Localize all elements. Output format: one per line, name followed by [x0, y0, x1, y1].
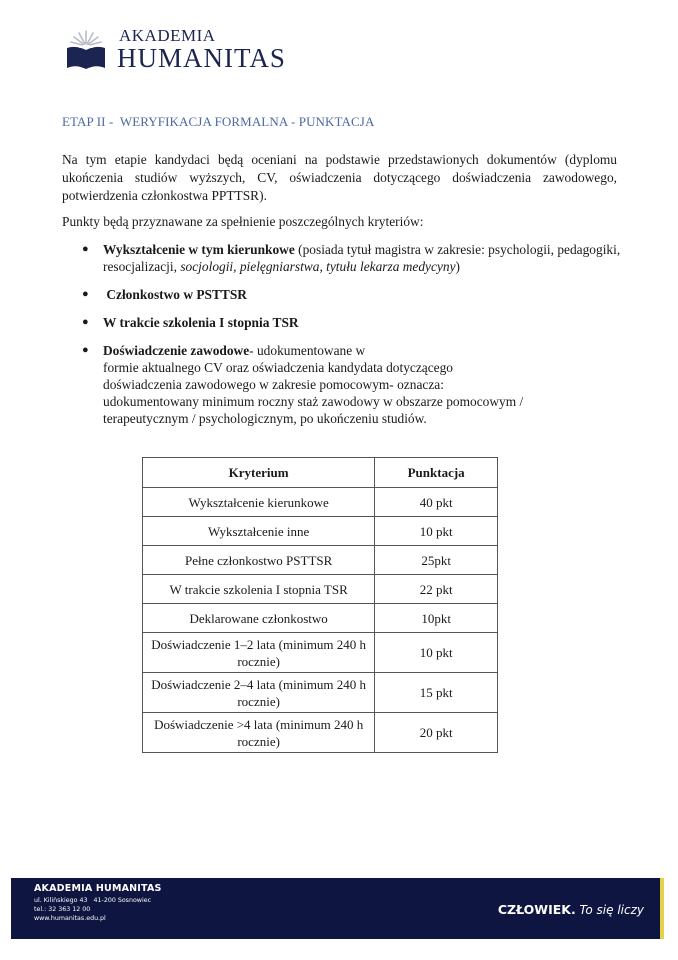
criterion-cell: Deklarowane członkostwo	[143, 604, 375, 633]
footer-bar	[11, 878, 660, 939]
criterion-cell: Doświadczenie 1–2 lata (minimum 240 h rocznie)	[143, 633, 375, 673]
bullet-icon: ●	[82, 344, 89, 356]
criterion-cell: Wykształcenie inne	[143, 517, 375, 546]
points-cell: 10 pkt	[375, 517, 498, 546]
logo-wordmark	[117, 27, 286, 72]
criteria-item-education	[62, 241, 622, 275]
criteria-bold: Doświadczenie zawodowe	[103, 343, 250, 358]
open-book-sunrise-icon	[65, 28, 107, 72]
table-row	[143, 488, 498, 517]
footer-slogan	[498, 902, 644, 917]
footer-address: ul. Kilińskiego 43 41-200 Sosnowiec	[34, 896, 152, 904]
table-header-row	[143, 458, 498, 488]
criteria-intro: Punkty będą przyznawane za spełnienie poszczególnych kryteriów:	[62, 214, 424, 229]
logo-line-2: HUMANITAS	[117, 43, 286, 73]
points-cell: 10pkt	[375, 604, 498, 633]
criteria-bold: Członkostwo w PSTTSR	[103, 287, 247, 302]
table-row	[143, 673, 498, 713]
points-cell: 25pkt	[375, 546, 498, 575]
criteria-bold: W trakcie szkolenia I stopnia TSR	[103, 315, 299, 330]
criterion-cell: Doświadczenie 2–4 lata (minimum 240 h rocznie)	[143, 673, 375, 713]
slogan-tag: To się liczy	[575, 903, 644, 917]
footer-phone: tel.: 32 363 12 00	[34, 905, 91, 913]
section-title: ETAP II - WERYFIKACJA FORMALNA - PUNKTACJA	[62, 114, 375, 129]
bullet-icon: ●	[82, 243, 89, 255]
criterion-cell: Pełne członkostwo PSTTSR	[143, 546, 375, 575]
footer-website[interactable]: www.humanitas.edu.pl	[34, 915, 106, 923]
header-criterion: Kryterium	[143, 458, 375, 488]
criterion-cell: Doświadczenie >4 lata (minimum 240 h rocznie)	[143, 713, 375, 753]
bullet-icon: ●	[82, 316, 89, 328]
criteria-item-training	[62, 314, 622, 331]
criteria-text-rest: formie aktualnego CV oraz oświadczenia kandydata dotyczącego doświadczenia zawodowego w zakresie pomocowym- oznacza: udokumentowany minimum roczny staż zawodowy w obszarze pomocowym / terapeutycznym / psychologicznym, po ukończeniu studiów.	[103, 360, 524, 426]
criteria-list	[62, 241, 622, 438]
table-row	[143, 575, 498, 604]
table-row	[143, 604, 498, 633]
header-points: Punktacja	[375, 458, 498, 488]
points-cell: 10 pkt	[375, 633, 498, 673]
footer-accent-stripe	[660, 878, 664, 939]
logo-line-1: AKADEMIA	[119, 26, 216, 45]
criteria-item-experience	[62, 342, 622, 427]
bullet-icon: ●	[82, 288, 89, 300]
scoring-table	[142, 457, 498, 753]
table-row	[143, 633, 498, 673]
table-row	[143, 546, 498, 575]
footer-contact	[34, 884, 162, 925]
criteria-item-membership	[62, 286, 622, 303]
criteria-text: (posiada tytuł magistra w zakresie: psychologii, pedagogiki, resocjalizacji,	[103, 242, 621, 274]
footer-org-name: AKADEMIA HUMANITAS	[34, 883, 162, 894]
intro-paragraph: Na tym etapie kandydaci będą oceniani na podstawie przedstawionych dokumentów (dyplomu ukończenia studiów wyższych, CV, oświadczenia dotyczącego doświadczenia zawodowego, potwierdzenia członkostwa PPTTSR).	[62, 152, 617, 203]
criteria-text: - udokumentowane w	[249, 343, 366, 358]
points-cell: 22 pkt	[375, 575, 498, 604]
table-row	[143, 713, 498, 753]
points-cell: 40 pkt	[375, 488, 498, 517]
criteria-italic: socjologii, pielęgniarstwa, tytułu lekarza medycyny	[180, 259, 456, 274]
table-row	[143, 517, 498, 546]
slogan-strong: CZŁOWIEK.	[497, 902, 576, 917]
points-cell: 20 pkt	[375, 713, 498, 753]
criterion-cell: W trakcie szkolenia I stopnia TSR	[143, 575, 375, 604]
logo	[65, 27, 286, 72]
criteria-bold: Wykształcenie w tym kierunkowe	[103, 242, 295, 257]
criteria-text-tail: )	[455, 259, 460, 274]
criterion-cell: Wykształcenie kierunkowe	[143, 488, 375, 517]
points-cell: 15 pkt	[375, 673, 498, 713]
